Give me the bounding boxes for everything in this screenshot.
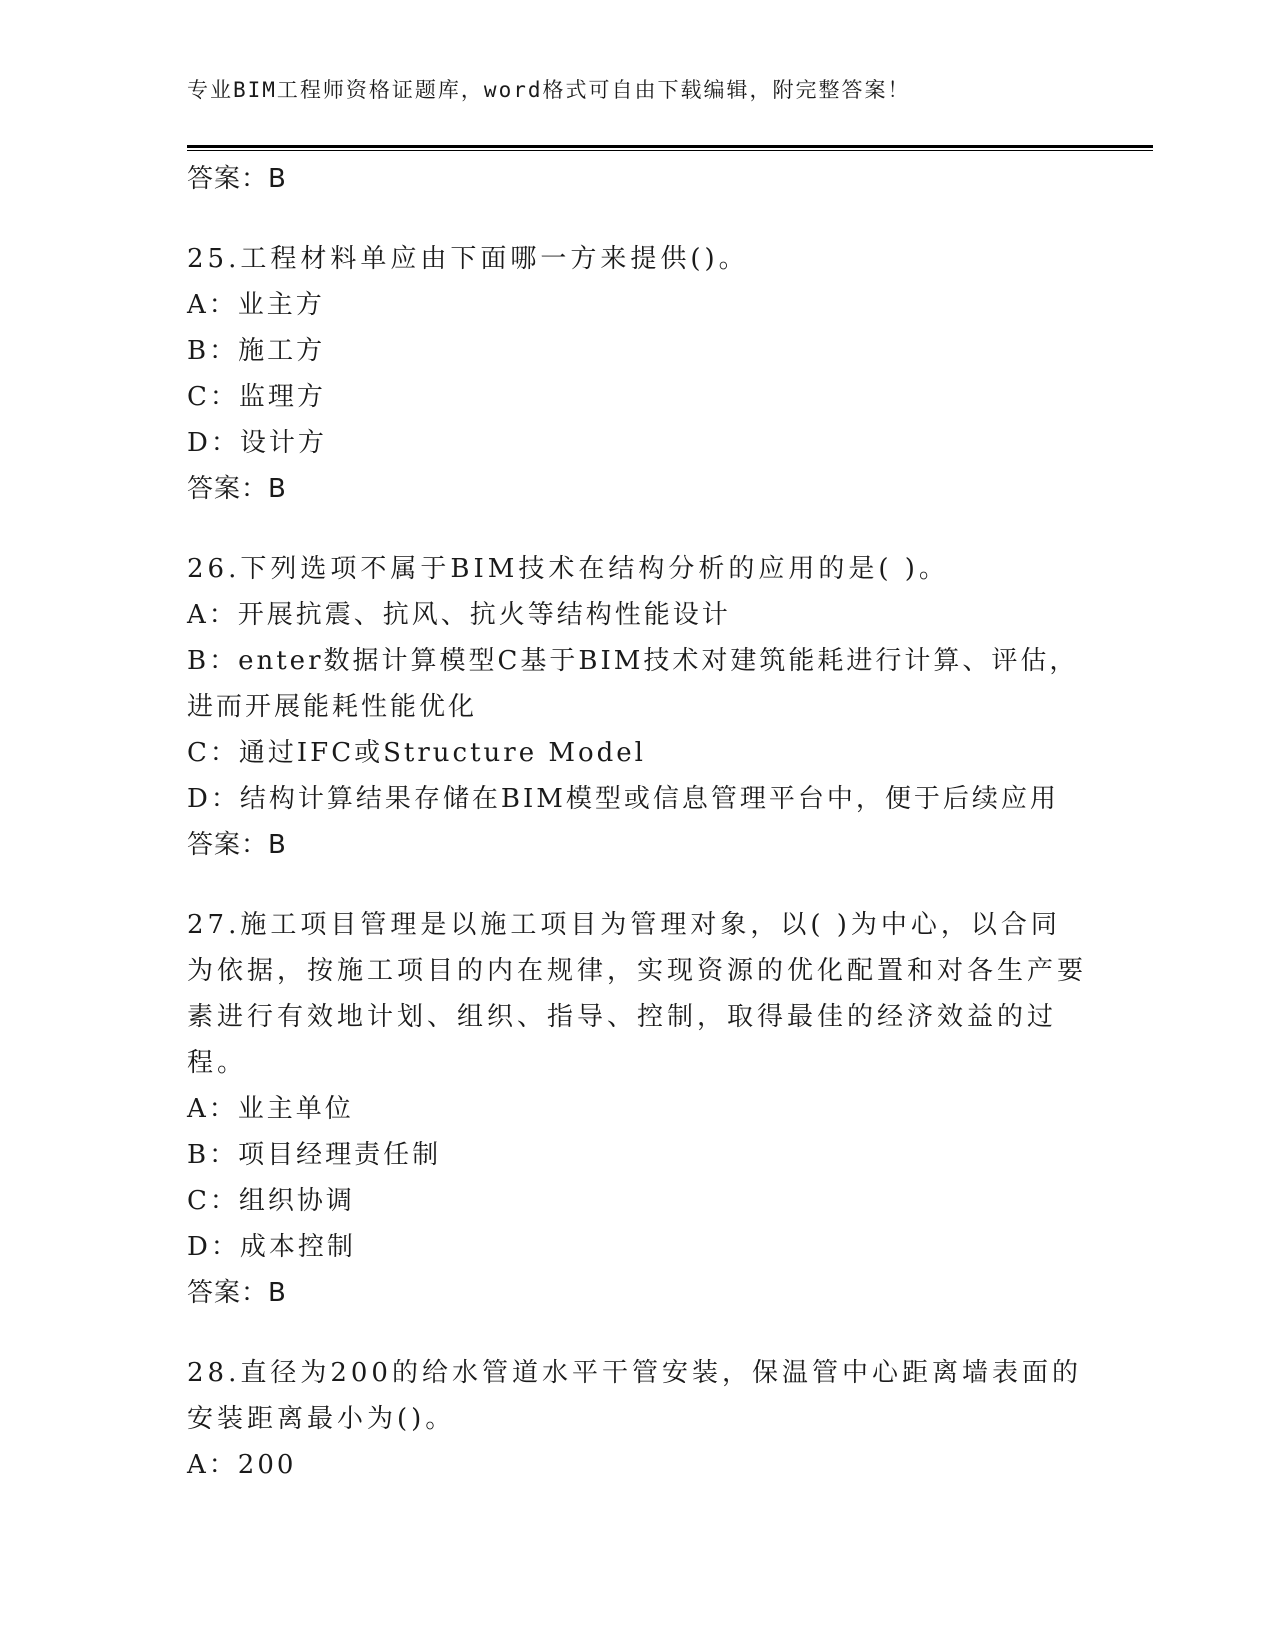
option-a: A：业主单位	[187, 1094, 354, 1124]
answer-line: 答案：B	[187, 164, 287, 194]
document-body	[187, 156, 1087, 1488]
option-a: A：业主方	[187, 290, 325, 320]
option-d: D：结构计算结果存储在BIM模型或信息管理平台中，便于后续应用	[187, 784, 1059, 814]
answer-line: 答案：B	[187, 1278, 287, 1308]
option-c: C：监理方	[187, 382, 326, 412]
question-stem: 27.施工项目管理是以施工项目为管理对象，以( )为中心，以合同为依据，按施工项目的内在规律，实现资源的优化配置和对各生产要素进行有效地计划、组织、指导、控制，取得最佳的经济效益的过程。	[187, 910, 1088, 1078]
question-25	[187, 236, 1087, 512]
option-d: D：成本控制	[187, 1232, 356, 1262]
option-d: D：设计方	[187, 428, 327, 458]
page-header: 专业BIM工程师资格证题库，word格式可自由下载编辑，附完整答案！	[187, 78, 911, 102]
option-b: B：enter数据计算模型C基于BIM技术对建筑能耗进行计算、评估，进而开展能耗性能优化	[187, 646, 1079, 722]
option-a: A：开展抗震、抗风、抗火等结构性能设计	[187, 600, 731, 630]
option-c: C：组织协调	[187, 1186, 355, 1216]
answer-line: 答案：B	[187, 830, 287, 860]
option-c: C：通过IFC或Structure Model	[187, 738, 646, 768]
question-26	[187, 546, 1087, 868]
header-rule	[187, 145, 1153, 148]
option-b: B：项目经理责任制	[187, 1140, 442, 1170]
option-b: B：施工方	[187, 336, 326, 366]
header-rule-thin	[187, 150, 1153, 151]
question-stem: 26.下列选项不属于BIM技术在结构分析的应用的是( )。	[187, 554, 949, 584]
option-a: A：200	[187, 1450, 297, 1480]
question-27	[187, 902, 1087, 1316]
question-stem: 28.直径为200的给水管道水平干管安装，保温管中心距离墙表面的安装距离最小为()。	[187, 1358, 1082, 1434]
question-28	[187, 1350, 1087, 1488]
question-stem: 25.工程材料单应由下面哪一方来提供()。	[187, 244, 749, 274]
answer-line: 答案：B	[187, 474, 287, 504]
